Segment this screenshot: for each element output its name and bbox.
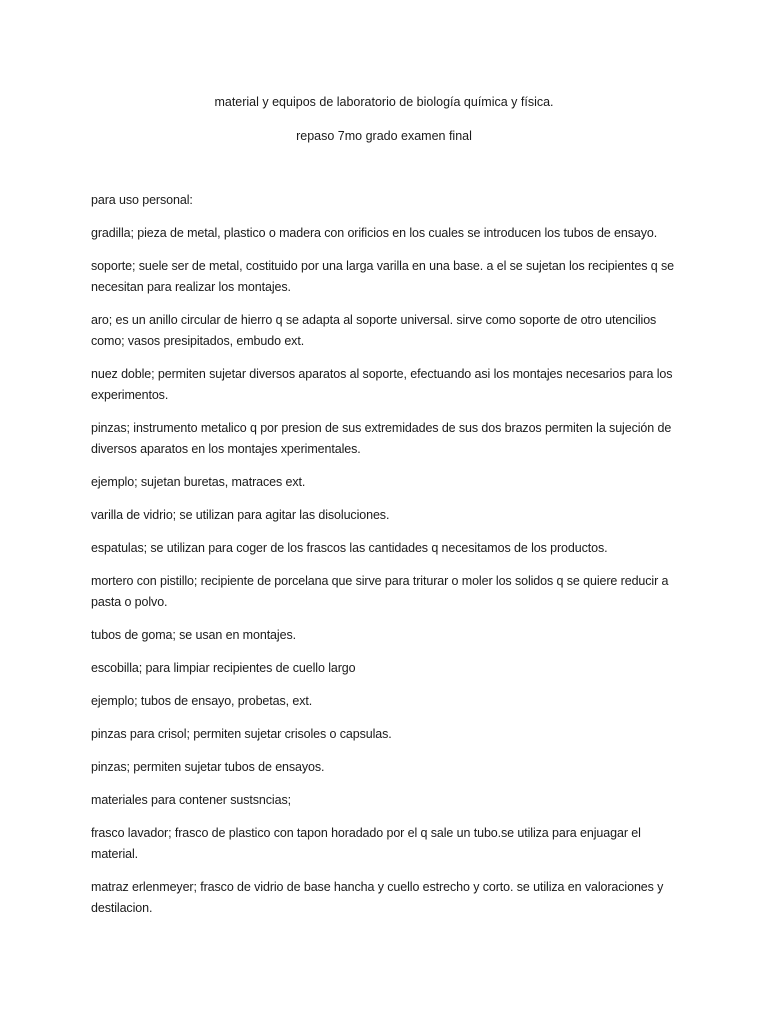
paragraph-soporte: soporte; suele ser de metal, costituido por una larga varilla en una base. a el se sujetan los recipientes q se necesitan para realizar los montajes. (91, 259, 674, 294)
paragraph-pinzas-tubos: pinzas; permiten sujetar tubos de ensayos. (91, 760, 325, 774)
paragraph-nuez-doble: nuez doble; permiten sujetar diversos aparatos al soporte, efectuando asi los montajes necesarios para los experimentos. (91, 367, 673, 402)
paragraph-section-heading: para uso personal: (91, 193, 193, 207)
paragraph-tubos-goma: tubos de goma; se usan en montajes. (91, 628, 296, 642)
paragraph-ejemplo-tubos: ejemplo; tubos de ensayo, probetas, ext. (91, 694, 313, 708)
paragraph-espatulas: espatulas; se utilizan para coger de los frascos las cantidades q necesitamos de los productos. (91, 541, 608, 555)
paragraph-frasco-lavador: frasco lavador; frasco de plastico con tapon horadado por el q sale un tubo.se utiliza para enjuagar el material. (91, 826, 641, 861)
paragraph-matraz: matraz erlenmeyer; frasco de vidrio de base hancha y cuello estrecho y corto. se utiliza en valoraciones y destilacion. (91, 880, 664, 915)
paragraph-pinzas-crisol: pinzas para crisol; permiten sujetar crisoles o capsulas. (91, 727, 392, 741)
document-subtitle: repaso 7mo grado examen final (296, 129, 472, 143)
paragraph-aro: aro; es un anillo circular de hierro q se adapta al soporte universal. sirve como soporte de otro utencilios como; vasos presipitados, embudo ext. (91, 313, 657, 348)
paragraph-mortero: mortero con pistillo; recipiente de porcelana que sirve para triturar o moler los solidos q se quiere reducir a pasta o polvo. (91, 574, 669, 609)
paragraph-gradilla: gradilla; pieza de metal, plastico o madera con orificios en los cuales se introducen los tubos de ensayo. (91, 226, 658, 240)
paragraph-materiales-contener: materiales para contener sustsncias; (91, 793, 291, 807)
paragraph-ejemplo-buretas: ejemplo; sujetan buretas, matraces ext. (91, 475, 306, 489)
paragraph-escobilla: escobilla; para limpiar recipientes de cuello largo (91, 661, 356, 675)
document-body (91, 190, 691, 931)
paragraph-pinzas: pinzas; instrumento metalico q por presion de sus extremidades de sus dos brazos permiten la sujeción de diversos aparatos en los montajes xperimentales. (91, 421, 672, 456)
paragraph-varilla: varilla de vidrio; se utilizan para agitar las disoluciones. (91, 508, 390, 522)
document-title: material y equipos de laboratorio de biología química y física. (214, 95, 554, 109)
